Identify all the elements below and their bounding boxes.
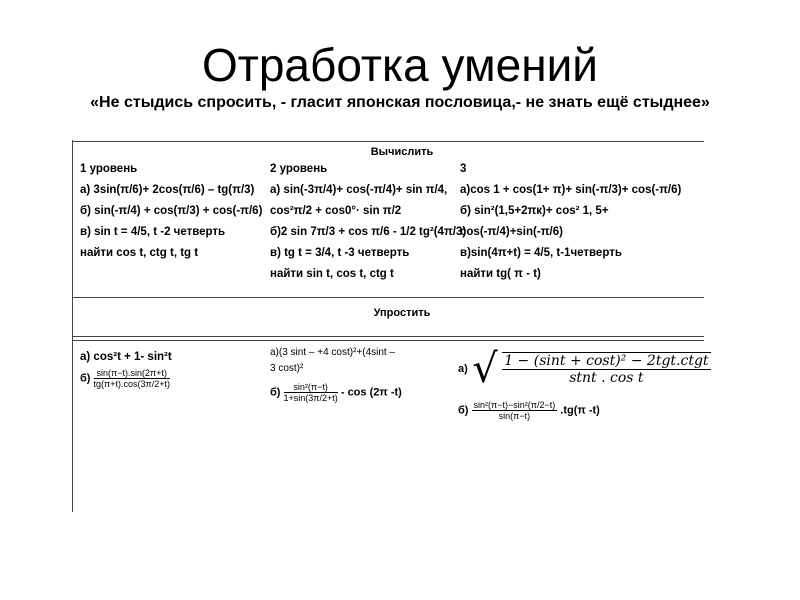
simplify3-b-label: б) <box>458 404 469 417</box>
sqrt-sign-icon: √ <box>472 346 498 392</box>
level2-line-d: найти sin t, cos t, ctg t <box>270 268 394 280</box>
page-subtitle: «Не стыдись спросить, - гласит японская пословица,- не знать ещё стыднее» <box>90 94 710 111</box>
level3-line-d: найти tg( π - t) <box>460 268 541 280</box>
section-header-calculate: Вычислить <box>370 146 434 158</box>
simplify1-b-denominator: tg(π+t).cos(3π/2+t) <box>93 379 170 389</box>
level2-column <box>270 158 466 284</box>
level1-line-a: а) 3sin(π/6)+ 2cos(π/6) – tg(π/3) <box>80 184 255 196</box>
exercise-table <box>72 140 709 512</box>
simplify3-a-denominator: stnt . cos t <box>569 370 644 386</box>
simplify2-line-b <box>270 382 402 403</box>
simplify2-line-a1: а)(3 sint – +4 cost)²+(4sint – <box>270 347 396 358</box>
simplify3-b-tail: .tg(π -t) <box>560 404 600 417</box>
simplify3-b-fraction <box>472 400 558 421</box>
simplify2-b-numerator: sin²(π−t) <box>284 382 338 393</box>
simplify2-b-denominator: 1+sin(3π/2+t) <box>283 393 338 403</box>
section-header-divider <box>72 336 704 337</box>
simplify3-b-denominator: sin(π−t) <box>498 411 531 421</box>
page-title: Отработка умений <box>202 39 598 91</box>
simplify-col3 <box>458 346 711 421</box>
section-divider-2 <box>72 340 704 341</box>
level3-column <box>460 158 681 284</box>
simplify3-line-a <box>458 346 711 394</box>
simplify1-b-fraction <box>94 368 170 389</box>
simplify2-b-tail: - cos (2π -t) <box>340 386 402 399</box>
simplify3-a-fraction <box>502 352 710 386</box>
simplify-col1 <box>80 346 172 402</box>
level3-line-b: б) sin²(1,5+2πк)+ cos² 1, 5+ <box>460 205 609 217</box>
level2-line-a: а) sin(-3π/4)+ cos(-π/4)+ sin π/4, <box>270 184 448 196</box>
level2-title: 2 уровень <box>270 163 328 175</box>
simplify3-b-numerator: sin²(π−t)−sin²(π/2−t) <box>473 400 556 410</box>
simplify1-b-numerator: sin(π−t).sin(2π+t) <box>94 368 170 379</box>
level1-column <box>80 158 262 263</box>
simplify1-line-b <box>80 368 172 402</box>
level3-line-c: в)sin(4π+t) = 4/5, t-1четверть <box>460 247 622 259</box>
level1-line-b: б) sin(-π/4) + cos(π/3) + cos(-π/6) <box>80 205 263 217</box>
section-header-simplify: Упростить <box>373 307 431 319</box>
simplify2-line-a2: 3 cost)² <box>270 363 304 374</box>
section-divider-1 <box>72 297 704 298</box>
simplify-col2 <box>270 344 402 403</box>
table-top-border <box>72 141 704 142</box>
level1-line-d: найти cos t, ctg t, tg t <box>80 247 199 259</box>
simplify3-a-numerator: 1 − (sint + cost)² − 2tgt.ctgt <box>504 353 709 369</box>
simplify3-line-b <box>458 400 711 421</box>
simplify2-b-fraction <box>284 382 338 403</box>
table-left-border <box>72 140 73 512</box>
level3-line-b2: cos(-π/4)+sin(-π/6) <box>460 226 563 238</box>
level3-line-a: а)cos 1 + cos(1+ π)+ sin(-π/3)+ cos(-π/6) <box>460 184 682 196</box>
level2-line-b: б)2 sin 7π/3 + cos π/6 - 1/2 tg²(4π/3) <box>270 226 467 238</box>
level2-line-c: в) tg t = 3/4, t -3 четверть <box>270 247 410 259</box>
simplify1-line-a: а) cos²t + 1- sin²t <box>80 351 172 363</box>
simplify1-b-label: б) <box>80 372 91 385</box>
simplify2-b-label: б) <box>270 386 281 399</box>
simplify3-a-label: а) <box>458 363 468 375</box>
level2-line-a2: cos²π/2 + cos0°· sin π/2 <box>270 205 402 217</box>
level3-title: 3 <box>460 163 467 175</box>
level1-title: 1 уровень <box>80 163 138 175</box>
level1-line-c: в) sin t = 4/5, t -2 четверть <box>80 226 226 238</box>
